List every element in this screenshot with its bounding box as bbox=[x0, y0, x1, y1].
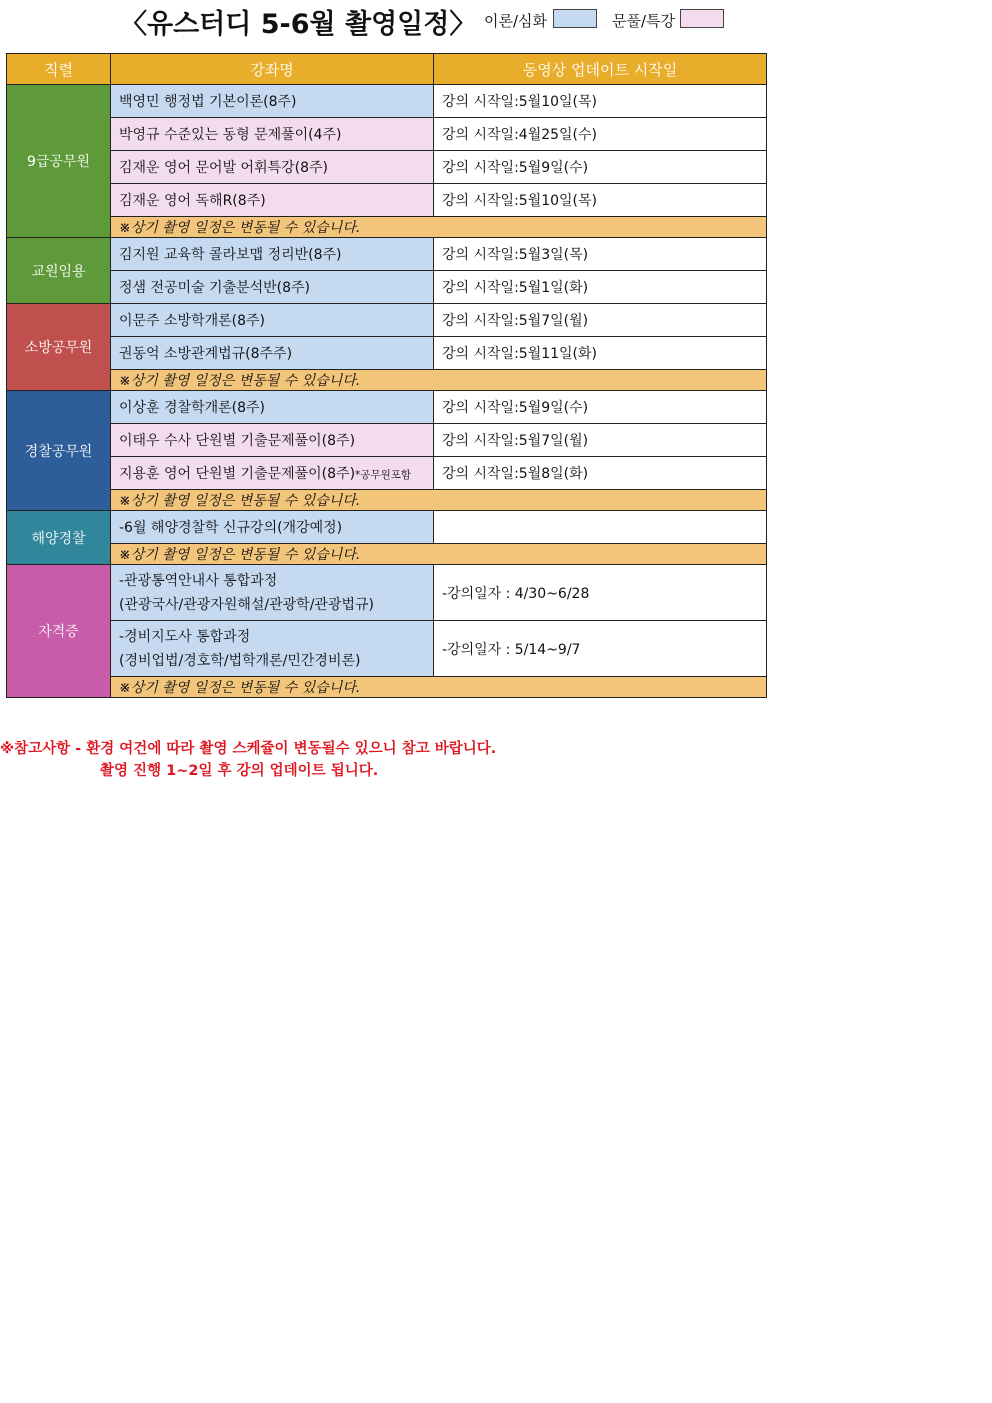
category-cell: 교원임용 bbox=[7, 238, 111, 304]
start-date-cell: -강의일자 : 5/14~9/7 bbox=[434, 621, 767, 677]
course-cell bbox=[111, 424, 434, 457]
start-date-cell: 강의 시작일:4월25일(수) bbox=[434, 118, 767, 151]
course-detail: (경비업법/경호학/법학개론/민간경비론) bbox=[119, 652, 361, 669]
start-date-cell: 강의 시작일:5월8일(화) bbox=[434, 457, 767, 490]
course-name: -경비지도사 통합과정 bbox=[119, 628, 251, 645]
start-date-cell bbox=[434, 511, 767, 544]
start-date-cell: 강의 시작일:5월3일(목) bbox=[434, 238, 767, 271]
course-cell bbox=[111, 304, 434, 337]
table-row bbox=[7, 424, 767, 457]
schedule-change-note: ※상기 촬영 일정은 변동될 수 있습니다. bbox=[111, 677, 767, 698]
course-cell bbox=[111, 271, 434, 304]
course-name: -관광통역안내사 통합과정 bbox=[119, 572, 278, 589]
category-cell: 9급공무원 bbox=[7, 85, 111, 238]
category-cell: 해양경찰 bbox=[7, 511, 111, 565]
header bbox=[0, 0, 992, 44]
course-cell bbox=[111, 391, 434, 424]
course-cell bbox=[111, 238, 434, 271]
course-name: 백영민 행정법 기본이론(8주) bbox=[119, 94, 297, 110]
course-name: 권동억 소방관계법규(8주주) bbox=[119, 346, 293, 362]
table-row bbox=[7, 565, 767, 621]
course-detail: (관광국사/관광자원해설/관광학/관광법규) bbox=[119, 596, 374, 613]
note-row bbox=[7, 490, 767, 511]
table-row bbox=[7, 271, 767, 304]
header-category: 직렬 bbox=[7, 54, 111, 85]
table-row bbox=[7, 85, 767, 118]
table-row bbox=[7, 337, 767, 370]
course-name: 이문주 소방학개론(8주) bbox=[119, 313, 265, 329]
course-name: 지용훈 영어 단원별 기출문제풀이(8주) bbox=[119, 466, 356, 482]
course-cell bbox=[111, 118, 434, 151]
course-name: 이태우 수사 단원별 기출문제풀이(8주) bbox=[119, 433, 356, 449]
legend-theory-label: 이론/심화 bbox=[484, 12, 548, 30]
schedule-table bbox=[6, 53, 767, 698]
table-row bbox=[7, 238, 767, 271]
header-start: 동영상 업데이트 시작일 bbox=[434, 54, 767, 85]
footer-line-1: ※참고사항 - 환경 여건에 따라 촬영 스케쥴이 변동될수 있으니 참고 바랍니다. bbox=[0, 741, 497, 757]
start-date-cell: 강의 시작일:5월7일(월) bbox=[434, 304, 767, 337]
start-date-cell: 강의 시작일:5월7일(월) bbox=[434, 424, 767, 457]
footer-line-2: 촬영 진행 1~2일 후 강의 업데이트 됩니다. bbox=[100, 763, 379, 779]
page-title: 〈유스터디 5-6월 촬영일정〉 bbox=[120, 9, 477, 40]
table-row bbox=[7, 304, 767, 337]
course-name: 김지원 교육학 콜라보맵 정리반(8주) bbox=[119, 247, 342, 263]
course-cell bbox=[111, 621, 434, 677]
course-cell bbox=[111, 184, 434, 217]
table-row bbox=[7, 457, 767, 490]
table-row bbox=[7, 184, 767, 217]
course-cell bbox=[111, 337, 434, 370]
course-name: 이상훈 경찰학개론(8주) bbox=[119, 400, 265, 416]
start-date-cell: -강의일자 : 4/30~6/28 bbox=[434, 565, 767, 621]
start-date-cell: 강의 시작일:5월9일(수) bbox=[434, 391, 767, 424]
start-date-cell: 강의 시작일:5월1일(화) bbox=[434, 271, 767, 304]
table-row bbox=[7, 391, 767, 424]
course-cell bbox=[111, 151, 434, 184]
table-row bbox=[7, 621, 767, 677]
note-row bbox=[7, 217, 767, 238]
legend-special-label: 문풀/특강 bbox=[612, 12, 676, 30]
legend-special-swatch bbox=[680, 9, 724, 28]
schedule-change-note: ※상기 촬영 일정은 변동될 수 있습니다. bbox=[111, 490, 767, 511]
course-name: -6월 해양경찰학 신규강의(개강예정) bbox=[119, 520, 343, 536]
start-date-cell: 강의 시작일:5월10일(목) bbox=[434, 184, 767, 217]
course-name: 김재운 영어 문어발 어휘특강(8주) bbox=[119, 160, 328, 176]
schedule-change-note: ※상기 촬영 일정은 변동될 수 있습니다. bbox=[111, 544, 767, 565]
course-name: 정샘 전공미술 기출분석반(8주) bbox=[119, 280, 311, 296]
table-row bbox=[7, 118, 767, 151]
legend-theory-swatch bbox=[553, 9, 597, 28]
category-cell: 소방공무원 bbox=[7, 304, 111, 391]
table-row bbox=[7, 151, 767, 184]
course-cell bbox=[111, 565, 434, 621]
header-course: 강좌명 bbox=[111, 54, 434, 85]
category-cell: 경찰공무원 bbox=[7, 391, 111, 511]
table-row bbox=[7, 511, 767, 544]
course-cell bbox=[111, 85, 434, 118]
start-date-cell: 강의 시작일:5월9일(수) bbox=[434, 151, 767, 184]
course-cell bbox=[111, 511, 434, 544]
course-name: 박영규 수준있는 동형 문제풀이(4주) bbox=[119, 127, 342, 143]
schedule-change-note: ※상기 촬영 일정은 변동될 수 있습니다. bbox=[111, 217, 767, 238]
note-row bbox=[7, 370, 767, 391]
note-row bbox=[7, 544, 767, 565]
course-suffix: *공무원포함 bbox=[355, 469, 412, 481]
schedule-change-note: ※상기 촬영 일정은 변동될 수 있습니다. bbox=[111, 370, 767, 391]
start-date-cell: 강의 시작일:5월10일(목) bbox=[434, 85, 767, 118]
start-date-cell: 강의 시작일:5월11일(화) bbox=[434, 337, 767, 370]
note-row bbox=[7, 677, 767, 698]
category-cell: 자격증 bbox=[7, 565, 111, 698]
course-name: 김재운 영어 독해R(8주) bbox=[119, 193, 266, 209]
course-cell bbox=[111, 457, 434, 490]
